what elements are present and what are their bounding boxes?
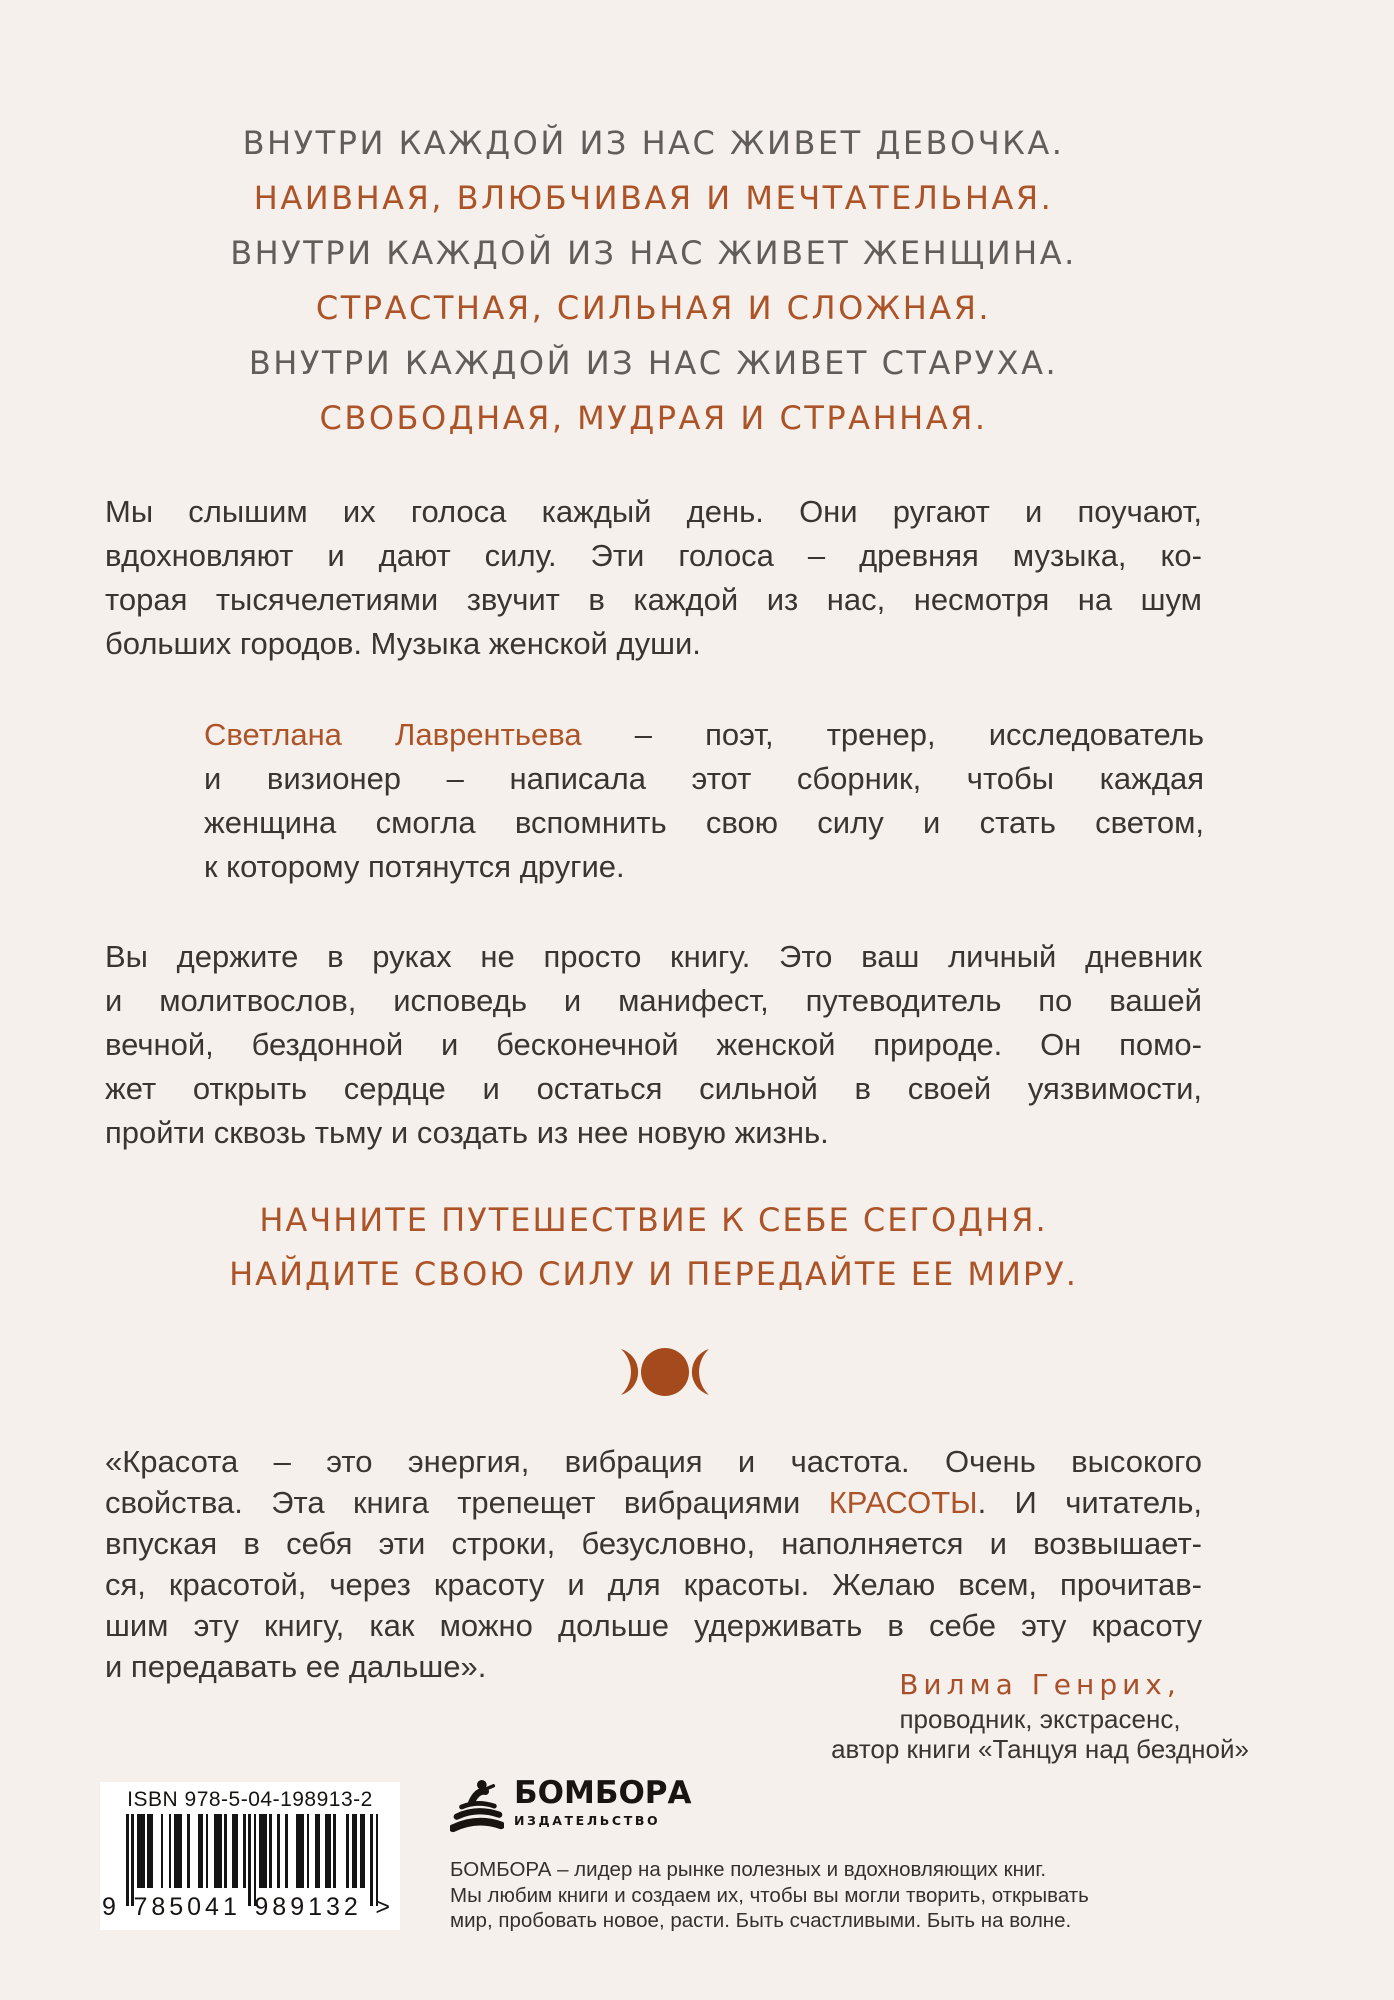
text-line: Мы любим книги и создаем их, чтобы вы могли творить, открывать [450,1883,1089,1907]
call-to-action-block [105,1193,1202,1301]
text-line: СВОБОДНАЯ, МУДРАЯ И СТРАННАЯ. [319,399,988,437]
text-line: Светлана Лаврентьева – поэт, тренер, исследователь [204,717,1204,752]
text-line: шим эту книгу, как можно дольше удерживать в себе эту красоту [105,1608,1202,1643]
text-line: торая тысячелетиями звучит в каждой из нас, несмотря на шум [105,582,1202,617]
bombora-surfer-icon [450,1777,504,1837]
review-quote [105,1441,1202,1687]
publisher-logo-text [514,1777,692,1828]
text-line: Мы слышим их голоса каждый день. Они ругают и поучают, [105,494,1202,529]
text-line: НАЙДИТЕ СВОЮ СИЛУ И ПЕРЕДАЙТЕ ЕЕ МИРУ. [229,1255,1078,1293]
text-line: больших городов. Музыка женской души. [105,626,701,661]
tagline-block [105,116,1202,446]
text-line: свойства. Эта книга трепещет вибрациями КРАСОТЫ. И читатель, [105,1485,1202,1520]
barcode-digit-first: 9 [102,1893,120,1921]
text-line: ВНУТРИ КАЖДОЙ ИЗ НАС ЖИВЕТ ДЕВОЧКА. [242,124,1065,162]
text-line: «Красота – это энергия, вибрация и частота. Очень высокого [105,1444,1202,1479]
text-line: женщина смогла вспомнить свою силу и стать светом, [204,805,1204,840]
content-column [102,0,1249,2000]
text-line: ся, красотой, через красоту и для красоты. Желаю всем, прочитав- [105,1567,1202,1602]
text-line: ВНУТРИ КАЖДОЙ ИЗ НАС ЖИВЕТ СТАРУХА. [248,344,1059,382]
barcode-group-1: 785041 [133,1893,241,1921]
text-line: впуская в себя эти строки, безусловно, наполняется и возвышает- [105,1526,1202,1561]
isbn-text: ISBN 978-5-04-198913-2 [127,1788,373,1811]
text-line: к которому потянутся другие. [204,849,625,884]
reviewer-role: проводник, экстрасенс, [899,1704,1181,1734]
text-line: пройти сквозь тьму и создать из нее новую жизнь. [105,1115,829,1150]
author-paragraph [204,713,1204,889]
reviewer-book: автор книги «Танцуя над бездной» [831,1734,1249,1764]
text-line: Вы держите в руках не просто книгу. Это ваш личный дневник [105,939,1202,974]
book-description-paragraph [105,935,1202,1155]
text-line: НАЧНИТЕ ПУТЕШЕСТВИЕ К СЕБЕ СЕГОДНЯ. [259,1201,1048,1239]
reviewer-name: Вилма Генрих, [899,1668,1181,1701]
text-line: БОМБОРА – лидер на рынке полезных и вдохновляющих книг. [450,1858,1047,1881]
barcode-end-arrow: > [375,1893,394,1921]
barcode-box [100,1782,400,1930]
text-line: вечной, бездонной и бесконечной женской природе. Он помо- [105,1027,1202,1062]
publisher-subtitle: ИЗДАТЕЛЬСТВО [514,1813,661,1828]
triple-moon-icon [613,1347,717,1397]
text-line: и молитвослов, исповедь и манифест, путеводитель по вашей [105,983,1202,1018]
publisher-about [450,1857,1130,1934]
reviewer-block [770,1666,1310,1764]
barcode-group-2: 989132 [254,1893,362,1921]
publisher-name: БОМБОРА [514,1775,692,1811]
text-line: вдохновляют и дают силу. Эти голоса – древняя музыка, ко- [105,538,1202,573]
intro-paragraph [105,490,1202,666]
text-line: и передавать ее дальше». [105,1649,487,1684]
publisher-logo [450,1777,692,1837]
text-line: и визионер – написала этот сборник, чтобы каждая [204,761,1204,796]
text-line: ВНУТРИ КАЖДОЙ ИЗ НАС ЖИВЕТ ЖЕНЩИНА. [230,234,1077,272]
text-line: мир, пробовать новое, расти. Быть счастливыми. Быть на волне. [450,1909,1072,1932]
text-line: жет открыть сердце и остаться сильной в своей уязвимости, [105,1071,1202,1106]
text-line: НАИВНАЯ, ВЛЮБЧИВАЯ И МЕЧТАТЕЛЬНАЯ. [253,179,1054,217]
text-line: СТРАСТНАЯ, СИЛЬНАЯ И СЛОЖНАЯ. [315,289,992,327]
